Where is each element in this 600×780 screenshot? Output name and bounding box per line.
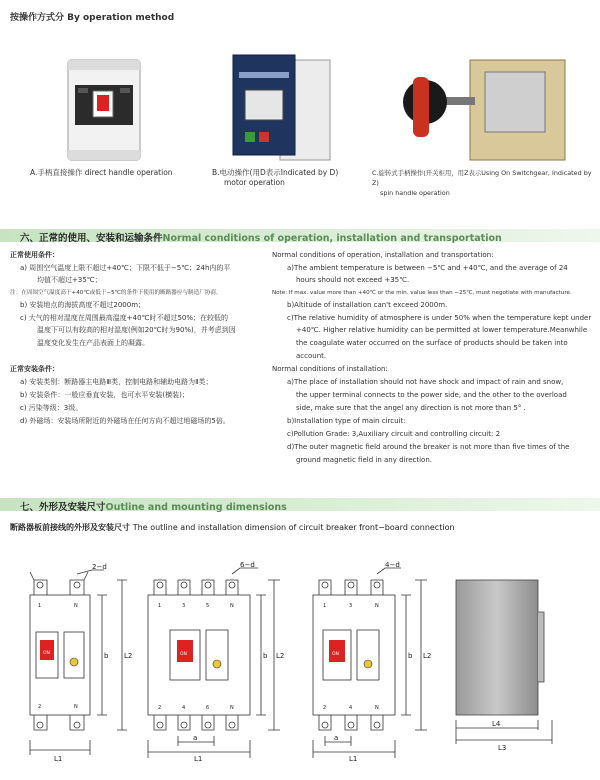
- svg-text:L1: L1: [349, 755, 358, 763]
- svg-text:4−d: 4−d: [385, 561, 400, 569]
- drawing-side-view: [448, 572, 588, 752]
- cn-line: c) 污染等级：3级。: [20, 404, 83, 412]
- section-7-header: [0, 498, 600, 511]
- en-line: a)The ambient temperature is between −5℃ and +40℃, and the average of 24: [287, 264, 568, 272]
- section-6-header: [0, 229, 600, 242]
- svg-text:L2: L2: [423, 652, 432, 660]
- svg-text:4: 4: [182, 705, 186, 711]
- svg-text:2: 2: [38, 704, 42, 710]
- svg-text:1: 1: [38, 603, 42, 609]
- svg-text:2: 2: [158, 705, 162, 711]
- operation-method-label: 按操作方式分 By operation method: [10, 13, 175, 23]
- svg-text:3: 3: [182, 603, 186, 609]
- cn-line: b) 安装地点的海拔高度不超过2000m；: [20, 301, 146, 309]
- drawing-4-pole: [140, 560, 288, 765]
- cn-line: 正常安装条件：: [10, 365, 59, 373]
- en-line: +40℃. Higher relative humidity can be permitted at lower temperature.Meanwhile: [296, 326, 588, 334]
- cn-line: a) 周围空气温度上限不超过+40℃；下限不低于−5℃；24h内的平: [20, 264, 231, 272]
- svg-text:a: a: [193, 734, 198, 742]
- section-6-title-en: Normal conditions of operation, installation and transportation: [162, 233, 502, 244]
- caption-b: B.电动操作(用D表示Indicated by D) motor operation: [212, 168, 339, 187]
- cn-line: c) 大气的相对湿度在周围最高温度+40℃时不超过50%；在较低的: [20, 314, 228, 322]
- cn-line: d) 外磁场：安装场所附近的外磁场在任何方向不超过地磁场的5倍。: [20, 417, 230, 425]
- svg-text:L2: L2: [124, 652, 133, 660]
- photo-direct-handle: [60, 55, 150, 165]
- en-line: Normal conditions of installation:: [272, 365, 388, 373]
- svg-text:N: N: [230, 603, 234, 609]
- svg-text:6: 6: [206, 705, 210, 711]
- svg-text:b: b: [408, 652, 413, 660]
- photo-motor-operation: [225, 50, 335, 168]
- svg-text:N: N: [74, 704, 78, 710]
- en-line: d)The outer magnetic field around the breaker is not more than five times of the: [287, 443, 570, 451]
- svg-text:1: 1: [158, 603, 162, 609]
- section-6-title: 六、正常的使用、安装和运输条件: [20, 233, 163, 244]
- svg-text:L3: L3: [498, 744, 507, 752]
- svg-text:ON: ON: [180, 652, 187, 657]
- svg-text:N: N: [375, 705, 379, 711]
- en-line: the upper terminal connects to the power side, and the other to the overload: [296, 391, 567, 399]
- cn-line: b) 安装条件：一般应垂直安装，也可水平安装(横装)；: [20, 391, 189, 399]
- cn-line: 均值不超过+35℃；: [37, 276, 102, 284]
- svg-text:N: N: [74, 603, 78, 609]
- svg-text:a: a: [334, 734, 339, 742]
- svg-text:5: 5: [206, 603, 210, 609]
- caption-a: A.手柄直接操作 direct handle operation: [30, 168, 173, 177]
- svg-text:b: b: [104, 652, 109, 660]
- en-line: account.: [296, 352, 327, 360]
- svg-text:L2: L2: [276, 652, 285, 660]
- drawing-3-pole: [305, 560, 440, 765]
- svg-text:ON: ON: [332, 652, 339, 657]
- svg-text:2: 2: [323, 705, 327, 711]
- on-label: ON: [43, 651, 50, 656]
- en-line: c)Pollution Grade: 3,Auxiliary circuit and controlling circuit: 2: [287, 430, 501, 438]
- en-line: a)The place of installation should not have shock and impact of rain and snow,: [287, 378, 564, 386]
- svg-text:1: 1: [323, 603, 327, 609]
- svg-text:4: 4: [349, 705, 353, 711]
- en-line: the coagulate water occurred on the surface of products should be taken into: [296, 339, 568, 347]
- svg-text:3: 3: [349, 603, 353, 609]
- en-line: c)The relative humidity of atmosphere is under 50% when the temperature kept under: [287, 314, 592, 322]
- photo-spin-handle: [395, 52, 575, 167]
- en-line: side, make sure that the angel any direction is not more than 5° .: [296, 404, 526, 412]
- svg-text:N: N: [375, 603, 379, 609]
- cn-line: 注：在周围空气温度高于+40℃或低于−5℃的条件下使用的断路器应与制造厂协商。: [10, 290, 222, 296]
- caption-c: C.旋转式手柄操作(开关柜用，用Z表示Using On Switchgear, Indicated by Z) spin handle operation: [372, 169, 592, 197]
- cn-line: 温度变化发生在产品表面上的凝露。: [37, 339, 149, 347]
- section-7-title-en: Outline and mounting dimensions: [105, 502, 287, 513]
- svg-text:L1: L1: [194, 755, 203, 763]
- en-line: Normal conditions of operation, installation and transportation:: [272, 251, 494, 259]
- en-line: hours should not exceed +35℃.: [296, 276, 410, 284]
- cn-line: 正常使用条件：: [10, 251, 59, 259]
- svg-text:L1: L1: [54, 755, 63, 763]
- drawing-2-pole: [22, 560, 147, 765]
- en-line: b)Altitude of installation can't exceed 2000m.: [287, 301, 448, 309]
- svg-text:N: N: [230, 705, 234, 711]
- en-line: ground magnetic field in any direction.: [296, 456, 432, 464]
- hole-label: 2−d: [92, 563, 107, 571]
- en-line: Note: If max. value more than +40℃ or the min. value less than −25℃, must negotiate with manufacture.: [272, 290, 572, 296]
- svg-text:L4: L4: [492, 720, 501, 728]
- svg-text:b: b: [263, 652, 268, 660]
- cn-line: 温度下可以有较高的相对湿度(例如20℃时为90%)，并考虑到因: [37, 326, 236, 334]
- section-7-title: 七、外形及安装尺寸: [20, 502, 106, 513]
- en-line: b)Installation type of main circuit:: [287, 417, 406, 425]
- section-7-subtitle: 断路器板前接线的外形及安装尺寸 The outline and installation dimension of circuit breaker front−board connection: [10, 523, 455, 532]
- svg-text:6−d: 6−d: [240, 561, 255, 569]
- cn-line: a) 安装类别：断路器主电路Ⅲ类，控制电路和辅助电路为Ⅱ类；: [20, 378, 213, 386]
